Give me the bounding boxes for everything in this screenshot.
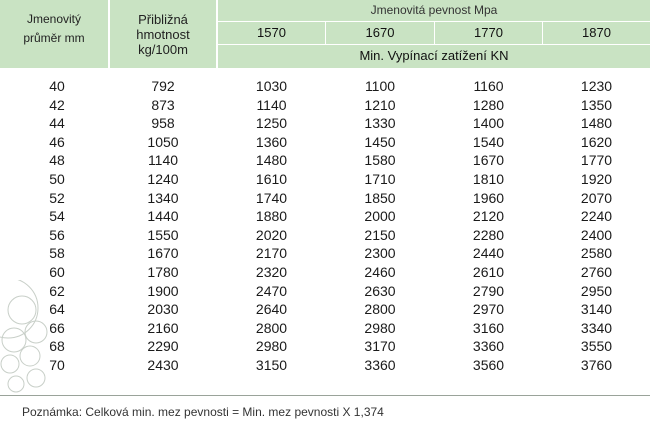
table-row (0, 264, 650, 280)
load-1870-cell: 2070 (580, 189, 613, 206)
load-1770-cell: 3560 (472, 357, 505, 373)
weight-cell: 1670 (147, 245, 179, 262)
load-1770-cell: 3360 (472, 338, 505, 355)
load-1570-cell: 2800 (255, 319, 288, 336)
table-footnote: Poznámka: Celková min. mez pevnosti = Min. mez pevnosti X 1,374 (22, 405, 384, 419)
load-1870-cell: 1770 (580, 152, 613, 169)
diameter-cell: 60 (49, 264, 65, 280)
header-diameter-line1: Jmenovitý (26, 12, 82, 26)
header-min-breaking-load: Min. Vypínací zatížení KN (359, 48, 509, 63)
table-row (0, 171, 650, 187)
load-1870-cell: 1920 (580, 171, 613, 187)
header-grade-1770: 1770 (474, 25, 503, 40)
table-row (0, 115, 650, 131)
header-grade-1570: 1570 (257, 25, 286, 40)
header-weight (110, 12, 216, 57)
load-1670-cell: 1450 (364, 133, 396, 150)
weight-cell: 1340 (147, 189, 179, 206)
load-1570-cell: 2170 (255, 245, 288, 262)
load-1870-cell: 2580 (580, 245, 613, 262)
table-row (0, 357, 650, 373)
table-row (0, 283, 650, 299)
load-1770-cell: 2280 (472, 226, 505, 243)
table-row (0, 78, 650, 94)
diameter-cell: 62 (49, 282, 65, 299)
diameter-cell: 70 (49, 357, 65, 373)
load-1670-cell: 2800 (364, 301, 396, 318)
load-1570-cell: 2640 (255, 301, 288, 318)
load-1870-cell: 2760 (580, 264, 613, 280)
load-1770-cell: 1400 (472, 115, 505, 132)
weight-cell: 1550 (147, 226, 179, 243)
load-1570-cell: 1880 (255, 208, 288, 225)
diameter-cell: 46 (49, 133, 65, 150)
footer-divider (0, 395, 650, 396)
table-row (0, 208, 650, 224)
weight-cell: 1440 (147, 208, 179, 225)
load-1570-cell: 2020 (255, 226, 288, 243)
load-1870-cell: 2950 (580, 282, 613, 299)
weight-cell: 2160 (147, 319, 179, 336)
load-1570-cell: 1030 (255, 78, 288, 94)
header-weight-line3: kg/100m (138, 42, 188, 57)
weight-cell: 1140 (147, 152, 179, 169)
table-row (0, 320, 650, 336)
table-row (0, 227, 650, 243)
header-strength-label: Jmenovitá pevnost Mpa (370, 3, 498, 17)
header-grade-1870: 1870 (582, 25, 611, 40)
load-1570-cell: 1360 (255, 133, 288, 150)
diameter-cell: 66 (49, 319, 65, 336)
weight-cell: 1240 (147, 171, 179, 187)
load-1870-cell: 2240 (580, 208, 613, 225)
load-1770-cell: 1160 (473, 78, 504, 94)
load-1770-cell: 1670 (472, 152, 505, 169)
weight-cell: 2030 (147, 301, 179, 318)
load-1670-cell: 1330 (364, 115, 396, 132)
load-1670-cell: 2000 (364, 208, 396, 225)
weight-cell: 1780 (147, 264, 179, 280)
diameter-cell: 68 (49, 338, 65, 355)
load-1670-cell: 3360 (364, 357, 396, 373)
diameter-cell: 54 (49, 208, 65, 225)
load-1770-cell: 1810 (472, 171, 505, 187)
table-row (0, 301, 650, 317)
load-1670-cell: 2300 (364, 245, 396, 262)
load-1570-cell: 1140 (256, 96, 287, 113)
load-1570-cell: 3150 (255, 357, 288, 373)
load-1870-cell: 3760 (580, 357, 613, 373)
load-1570-cell: 1250 (255, 115, 288, 132)
load-1570-cell: 1480 (255, 152, 288, 169)
load-1670-cell: 3170 (364, 338, 396, 355)
load-1770-cell: 1280 (472, 96, 505, 113)
load-1870-cell: 3140 (580, 301, 613, 318)
table-row (0, 338, 650, 354)
load-1570-cell: 1610 (255, 171, 288, 187)
header-weight-line2: hmotnost (136, 27, 190, 42)
load-1770-cell: 2790 (472, 282, 505, 299)
load-1670-cell: 2460 (364, 264, 396, 280)
weight-cell: 958 (151, 115, 175, 132)
weight-cell: 1900 (147, 282, 179, 299)
diameter-cell: 44 (49, 115, 65, 132)
diameter-cell: 56 (49, 226, 65, 243)
load-1670-cell: 1100 (364, 78, 396, 94)
load-1870-cell: 3550 (580, 338, 613, 355)
header-grade-1670: 1670 (365, 25, 395, 40)
diameter-cell: 64 (49, 301, 65, 318)
load-1770-cell: 2120 (472, 208, 505, 225)
load-1670-cell: 1210 (364, 96, 396, 113)
load-1670-cell: 1710 (364, 171, 396, 187)
weight-cell: 2430 (147, 357, 179, 373)
table-row (0, 97, 650, 113)
diameter-cell: 58 (49, 245, 65, 262)
diameter-cell: 42 (49, 96, 65, 113)
load-1670-cell: 2630 (364, 282, 396, 299)
load-1870-cell: 2400 (580, 226, 613, 243)
diameter-cell: 50 (49, 171, 65, 187)
load-1670-cell: 2150 (364, 226, 396, 243)
load-1870-cell: 1620 (580, 133, 613, 150)
header-diameter-line2: průměr mm (23, 31, 85, 45)
diameter-cell: 40 (49, 78, 65, 94)
load-1570-cell: 2320 (255, 264, 288, 280)
table-row (0, 134, 650, 150)
header-diameter (2, 12, 106, 45)
load-1670-cell: 2980 (364, 319, 396, 336)
load-1770-cell: 2970 (472, 301, 505, 318)
load-1570-cell: 2470 (255, 282, 288, 299)
load-1770-cell: 3160 (472, 319, 505, 336)
load-1870-cell: 3340 (580, 319, 613, 336)
load-1770-cell: 2610 (472, 264, 505, 280)
load-1870-cell: 1230 (580, 78, 613, 94)
load-1870-cell: 1350 (580, 96, 613, 113)
load-1570-cell: 2980 (255, 338, 288, 355)
table-row (0, 152, 650, 168)
weight-cell: 2290 (147, 338, 179, 355)
weight-cell: 873 (151, 96, 175, 113)
weight-cell: 792 (151, 78, 175, 94)
weight-cell: 1050 (147, 133, 179, 150)
table-row (0, 190, 650, 206)
header-strength-group (218, 0, 650, 21)
diameter-cell: 48 (49, 152, 65, 169)
load-1770-cell: 1960 (472, 189, 505, 206)
load-1670-cell: 1850 (364, 189, 396, 206)
load-1570-cell: 1740 (255, 189, 288, 206)
load-1670-cell: 1580 (364, 152, 396, 169)
table-row (0, 245, 650, 261)
load-1870-cell: 1480 (580, 115, 613, 132)
header-weight-line1: Přibližná (138, 12, 188, 27)
load-1770-cell: 1540 (472, 133, 505, 150)
load-1770-cell: 2440 (472, 245, 505, 262)
diameter-cell: 52 (49, 189, 65, 206)
